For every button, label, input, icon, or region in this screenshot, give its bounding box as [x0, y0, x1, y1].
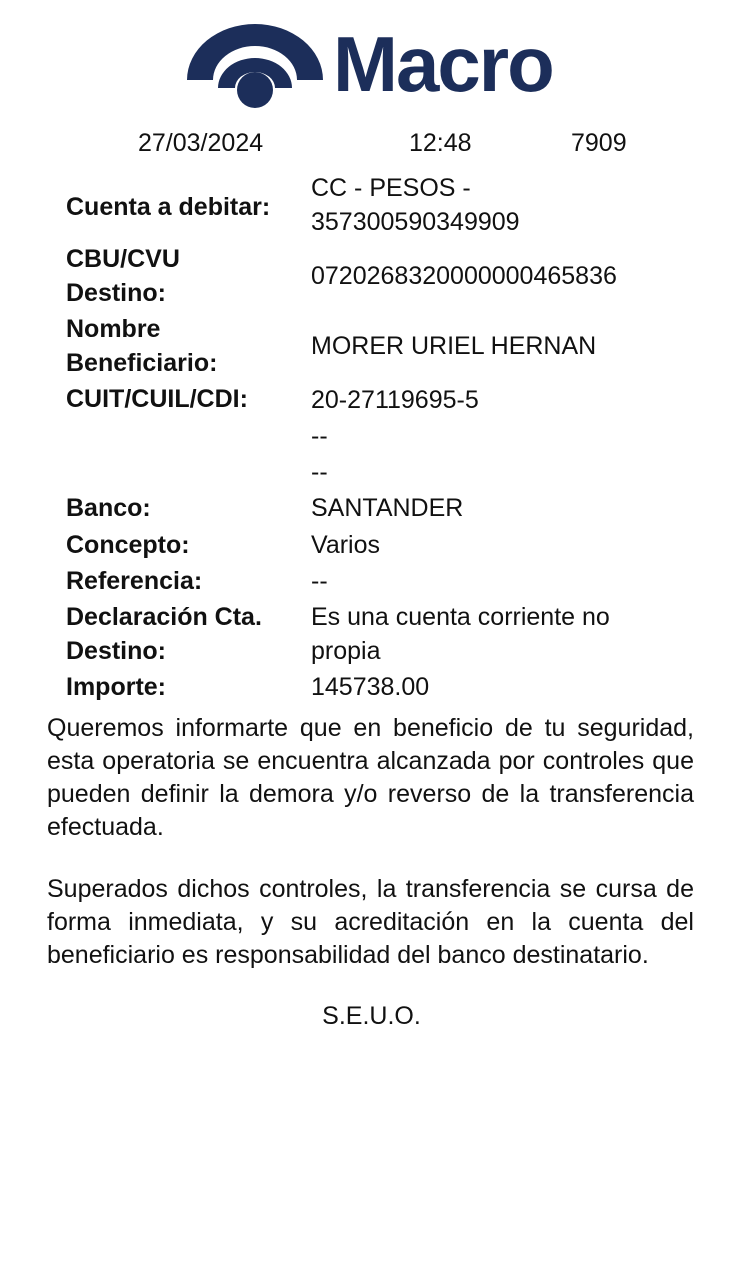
nombre-value: MORER URIEL HERNAN [311, 332, 597, 360]
referencia-value: -- [311, 567, 328, 595]
declaracion-value [311, 600, 711, 668]
cuenta-debitar-label: Cuenta a debitar: [66, 193, 271, 221]
referencia-label: Referencia: [66, 567, 203, 595]
declaracion-label [66, 600, 306, 668]
concepto-label: Concepto: [66, 531, 190, 559]
nombre-label [66, 312, 306, 380]
seuo-note: S.E.U.O. [322, 1002, 421, 1030]
cuit-label: CUIT/CUIL/CDI: [66, 385, 248, 413]
cuit-value-extra2: -- [311, 458, 328, 486]
cuit-value [311, 382, 711, 490]
transaction-code: 7909 [571, 129, 627, 157]
declaracion-label-line2: Destino: [66, 637, 166, 665]
cuenta-debitar-value-line1: CC - PESOS - [311, 174, 471, 202]
importe-value: 145738.00 [311, 673, 430, 701]
cuit-value-extra1: -- [311, 422, 328, 450]
declaracion-label-line1: Declaración Cta. [66, 603, 262, 631]
cuenta-debitar-value-line2: 357300590349909 [311, 208, 520, 236]
transaction-date: 27/03/2024 [138, 129, 264, 157]
cbu-label-line1: CBU/CVU [66, 245, 180, 273]
cbu-value: 0720268320000000465836 [311, 262, 617, 290]
concepto-value: Varios [311, 531, 381, 559]
disclaimer-paragraph-2: Superados dichos controles, la transferencia se cursa de forma inmediata, y su acreditación en la cuenta del beneficiario es responsabilidad del banco destinatario. [47, 875, 694, 969]
disclaimer-paragraph-1: Queremos informarte que en beneficio de tu seguridad, esta operatoria se encuentra alcanzada por controles que pueden definir la demora y/o reverso de la transferencia efectuada. [47, 714, 694, 841]
declaracion-value-line2: propia [311, 637, 381, 665]
transaction-time: 12:48 [409, 129, 472, 157]
cbu-label-line2: Destino: [66, 279, 166, 307]
declaracion-value-line1: Es una cuenta corriente no [311, 603, 610, 631]
cbu-label [66, 242, 306, 310]
nombre-label-line1: Nombre [66, 315, 161, 343]
nombre-label-line2: Beneficiario: [66, 349, 218, 377]
cuenta-debitar-value [311, 171, 711, 239]
macro-logo [185, 22, 575, 114]
banco-value: SANTANDER [311, 494, 464, 522]
macro-logo-icon [185, 22, 325, 114]
brand-name: Macro [333, 20, 553, 108]
importe-label: Importe: [66, 673, 166, 701]
cuit-value-main: 20-27119695-5 [311, 386, 479, 414]
banco-label: Banco: [66, 494, 151, 522]
